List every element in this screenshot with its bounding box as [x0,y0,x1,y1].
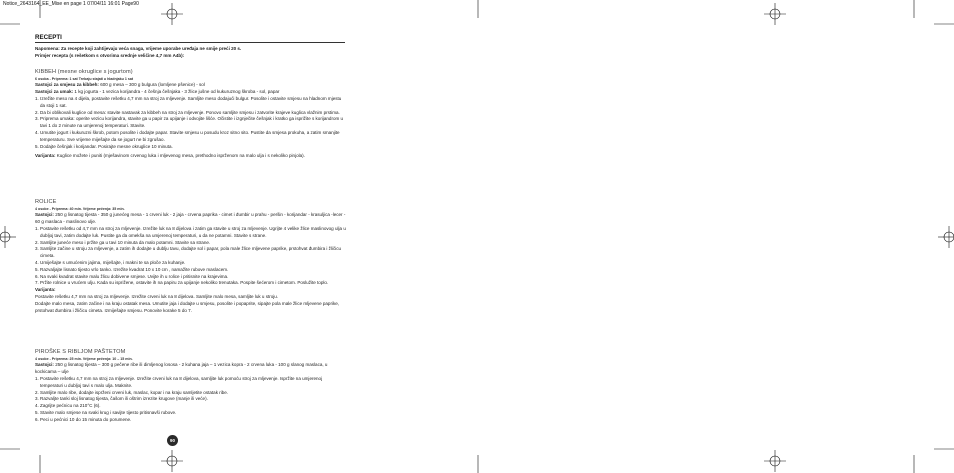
registration-target-right [938,226,954,248]
ingredients-text: 250 g lisnatog tijesta – 300 g pečene ribe ili dimljenog lososa - 2 kuhana jaja – 1 vezica kopra - 2 crvena luka - 100 g slanog maslaca, u kockicama – ulje [35,362,328,375]
variant-paragraph: Postavite rešetku 4,7 mm na stroj za mljevenje. Izrežite crveni luk na 8 dijelova. Samljite malo mesa, samljite luk u stroju. [35,293,279,299]
recipe-step: 1. Postavite rešetku od 4,7 mm na stroj za mljevenje. Izrežite luk na 8 dijelova i zatim ga stavite u stroj za mljevenje. Ugrijte 4 velike žlice maslinovog ulja u dubljoj tavi, zatim dodajte luk. Pustite ga da omekša na umjerenoj temperaturi, u da ne potamni. Stavite s strane. [35,226,346,238]
recipe-step: 4. Umutite jogurt i kukuruzni škrob, potom posolite i dodajte papar. Stavite smjesu u posudu kroz sitno sito. Pustite da smjesa prokuha, a zatim smanjite temperaturu. Sve vrijeme miješajte da se jogurt ne bi zgrušao. [35,129,340,142]
recipe-step: 1. Postavite rešetku 4,7 mm na stroj za mljevenje. Izrežite crveni luk na 8 dijelova, samljite luk pomoću stroj za mljevenje. Ispržite na umjerenoj temperaturi u dubljoj tavi s malo ulja. Maknite. [35,376,323,388]
recipe-step: 1. Izrežite meso na 4 dijela, postavite rešetku 4,7 mm na stroj za mljevenje. Samljite meso dodajući bulgur. Posolite i ostavite smjesu na hladnom mjestu da stoji 1 sat. [35,96,342,108]
recipe-step: 2. Samljite malo ribe, dodajte isprženi crveni luk, maslac, kopar i na kraju samljetite ostatak ribe. [35,389,229,395]
recipe-step: 5. Dodajte češnjak i korijandar. Posirajte mesne okruglice 10 minuta. [35,143,173,149]
recipe-title: KIBBEH (mesne okruglice s jogurtom) [35,69,133,75]
variant-label: Varijanta: [35,153,56,159]
recipe-step: 4. Umiješajte s umućenim jajima, miješajte, i makni te sa ploče za kuhanje. [35,259,186,265]
note-text: Za recepte koji zahtijevaju veća snaga, vrijeme uporabe uređaja ne smije preći 20 s. [59,46,242,51]
section-divider [35,42,345,43]
recipe-rolice [35,199,346,314]
recipe-step: 6. Peci u pećnici 10 do 15 minuta do porumene. [35,416,132,422]
recipe-step: 6. Na svaki kvadrat stavite malu žlicu dobivene smjese. Uvijte ih u rolice i pritisnite na krajevima. [35,273,229,279]
recipe-meta: 4 osobe - Priprema: 40 min. Vrijeme pečenja: 35 min. [35,207,125,211]
recipe-step: 5. Razvaljajte lisnato tijesto vrlo tanko. Izrežite kvadrat 10 x 10 cm , namažite rubove maslacem. [35,266,229,272]
recipe-step: 3. Razvaljte tanki sloj lisnatog tijesta, čašom ili oštrim izrezite krugove (manje ili veće). [35,396,208,402]
recipe-title: PIROŠKE S RIBLJOM PAŠTETOM [35,349,126,355]
recipe-step: 2. Samljite juneće meso i pržite ga u tavi 10 minuta da malo potamni. Stavite sa strane. [35,239,211,245]
variant-label: Varijanta: [35,287,56,293]
ingredients-label: Sastojci: [35,362,54,368]
intro-notes [35,46,346,60]
ingredients-text: 600 g mesa – 300 g bulgura (lomljene pšenice) - sol [98,82,205,88]
section-title: RECEPTI [35,34,62,41]
ingredients-line [35,89,346,96]
recipe-variant [35,153,346,160]
recipe-step: 5. Stavite malo smjese na svaki krug i savijte tijesto pritisnavši rubove. [35,409,177,415]
registration-target-top-left [161,3,183,25]
recipe-step: 2. Da bi oblikovali kuglice od mesa: stavite nastavak za kibbeh na stroj za mljevenje. Ponovo samljite smjesu i zatvorite krajeve kuglica vlažnim prstima. [35,109,340,115]
registration-target-top-right [764,3,786,25]
note-label: Napomena: [35,46,60,51]
print-slug: Notice_2643164_EE_Mise en page 1 07/04/11 16:01 Page90 [3,1,139,7]
recipe-meta: 6 osoba - Priprema: 1 sat Trebaju stajati u hladnjaku 1 sat [35,77,134,81]
recipe-title: ROLICE [35,199,57,205]
recipe-step: 4. Zagrijte pećnicu na 210°C (6). [35,403,101,409]
ingredients-line [35,212,346,226]
ingredients-line [35,362,346,376]
recipe-step: 3. Priprema umaka: operite vezicu korijandra, stavite ga u papir za upijanje i odvojite lišće. Očistite i izgnječite češnjak i kratko ga isprižite s korijandrom u tavi 1 do 2 minute na umjerenoj temperaturi. Stavite. [35,116,344,129]
ingredients-line [35,82,346,89]
ingredients-text: 250 g lisnatog tijesta - 350 g junećeg mesa - 1 crveni luk - 2 jaja - crvena paprika - cimet i đumbir u prahu - peršin - korijandar - krasuljica -lecer - 60 g maslaca - maslinovo ulje. [35,212,346,225]
page-number-badge: 90 [167,435,178,446]
ingredients-label: Sastojci: [35,212,54,218]
note-line [35,46,346,53]
ingredients-text: 1 kg jogurta - 1 vezica korijandra - 4 češnja češnjaka - 3 žlice jušne od kukuruznog škroba - sol, papar [73,89,280,95]
recipe-meta: 4 osobe - Priprema: 25 min. Vrijeme pečenja: 10 – 15 min. [35,357,133,361]
registration-target-bottom-right [764,450,786,472]
ingredients-label: Sastojci za smjesu za kibbeh: [35,82,99,88]
example-line: Primjer recepta (s rešetkom s otvorima srednje veličine 4,7 mm A4b): [35,52,185,58]
registration-target-left [0,226,16,248]
recipe-kibbeh [35,69,346,160]
recipe-step: 3. Samljite začine u stroju za mljevenje, a zatim ih dodajte u dublju tavu, dodajte sol i papar, pola male žlice mljevene paprike, prstohvat đumbira i žličicu cimeta. [35,246,342,259]
variant-text: Kuglice možete i puniti (mješavinom crvenog luka i mljevenog mesa, prethodno isprženom na malo ulja i s nekoliko pinjola). [55,153,305,159]
registration-target-bottom-left [161,450,183,472]
recipe-step: 7. Pržite rolnice u vrućem ulju. Kada su isprižene, ostavite ih na papiru za upijanje nekoliko trenutaka. Pospite šećerom i cimetom. Poslužite toplo. [35,280,329,286]
ingredients-label: Sastojci za umak: [35,89,74,95]
variant-paragraph: Dodajte malo mesa, zatim začine i na kraju ostatak mesa. Umutite jaja i dodajte u smjesu, posolite i popaprite, sipajte pola male žlice mljevene paprike, prstohvat đumbira i žličicu cimeta. Izmiješajte smjesu. Ponovite korake 5 do 7. [35,300,340,313]
recipe-piroske [35,349,346,424]
